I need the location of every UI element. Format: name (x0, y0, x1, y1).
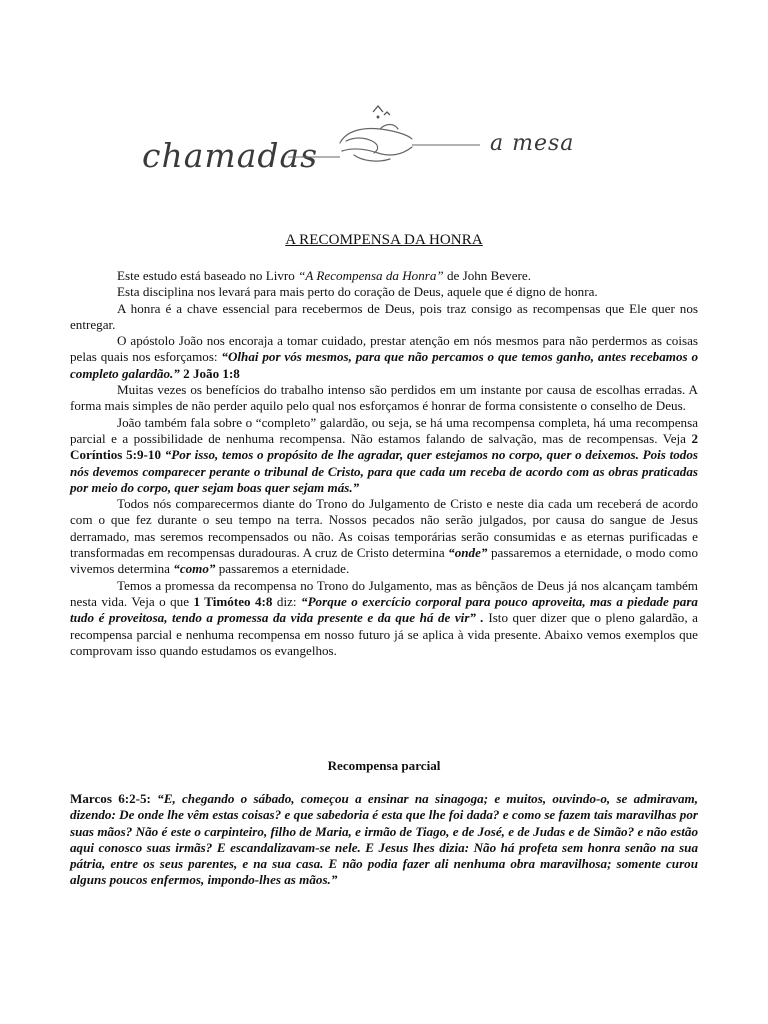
logo-word-right: a mesa (490, 131, 575, 156)
p7-text-2: passaremos a eternidade, o modo como vivemos determina (70, 545, 698, 577)
paragraph-8 (70, 578, 698, 659)
accent-mark-icon (373, 106, 390, 118)
p8-reference: 1 Timóteo 4:8 (193, 593, 273, 609)
p4-text: O apóstolo João nos encoraja a tomar cuidado, prestar atenção em nós mesmos para não perdermos as coisas pelas quais nos esforçamos: (70, 333, 698, 365)
paragraph-2: Esta disciplina nos levará para mais perto do coração de Deus, aquele que é digno de honra. (117, 284, 598, 300)
book-title: “A Recompensa da Honra” (298, 268, 444, 283)
p8-text: Temos a promessa da recompensa no Trono do Julgamento, mas as bênçãos de Deus já nos alcançam também nesta vida. Veja o que (70, 577, 698, 609)
logo-word-left: chamadas (142, 136, 319, 175)
verse-reference: Marcos 6:2-5: (70, 791, 151, 806)
p7-text-3: passaremos a eternidade. (215, 561, 350, 577)
p6-quote: “Por isso, temos o propósito de lhe agradar, quer estejamos no corpo, quer o deixemos. Pois todos nós devemos comparecer perante o tribunal de Cristo, para que cada um receba de acordo com as obras praticadas por meio do corpo, quer sejam boas quer sejam más.” (70, 447, 698, 495)
p8-text-2: Isto quer dizer que o pleno galardão, a recompensa parcial e nenhuma recompensa em nosso futuro já se aplica à vida presente. Abaixo vemos exemplos que comprovam isso quando estudamos os evangelhos. (70, 610, 698, 658)
article-body (70, 268, 698, 659)
p7-onde: “onde” (448, 545, 488, 561)
p8-diz: diz: (272, 593, 302, 609)
paragraph-1 (70, 268, 698, 284)
p7-como: “como” (173, 561, 216, 577)
chamadas-a-mesa-logo (140, 95, 620, 195)
page-title: A RECOMPENSA DA HONRA (285, 232, 483, 248)
verse-text: “E, chegando o sábado, começou a ensinar na sinagoga; e muitos, ouvindo-o, se admiravam, dizendo: De onde lhe vêm estas coisas? e que sabedoria é esta que lhe foi dada? e como se fazem tais maravilhas por suas mãos? Não é este o carpinteiro, filho de Maria, e irmão de Tiago, e de José, e de Judas e de Simão? e não estão aqui conosco suas irmãs? E escandalizavam-se nele. E Jesus lhes dizia: Não há profeta sem honra senão na sua pátria, entre os seus parentes, e na sua casa. E não podia fazer ali nenhuma obra maravilhosa; somente curou alguns poucos enfermos, impondo-lhes as mãos.” (70, 791, 698, 888)
p6-text: João também fala sobre o “completo” galardão, ou seja, se há uma recompensa completa, há uma recompensa parcial e a possibilidade de nenhuma recompensa. Não estamos falando de salvação, mas de recompensas. Veja (70, 414, 698, 446)
p7-text: Todos nós comparecermos diante do Trono do Julgamento de Cristo e neste dia cada um receberá de acordo com o que fez durante o seu tempo na terra. Nossos pecados não serão julgados, por causa do sangue de Jesus derramado, mas seremos recompensados ou não. As coisas temporárias serão consumidas e as eternas purificadas e transformadas em recompensas duradouras. A cruz de Cristo determina (70, 496, 698, 561)
p8-quote: “Porque o exercício corporal para pouco aproveita, mas a piedade para tudo é proveitosa, tendo a promessa da vida presente e da que há de vir” . (70, 593, 698, 626)
paragraph-5: Muitas vezes os benefícios do trabalho intenso são perdidos em um instante por causa de escolhas erradas. A forma mais simples de não perder aquilo pelo qual nos esforçamos é honrar de forma consistente o conselho de Deus. (70, 382, 698, 414)
section-heading: Recompensa parcial (327, 758, 441, 773)
p1-text: Este estudo está baseado no Livro (117, 268, 299, 283)
p4-reference: 2 João 1:8 (179, 365, 240, 381)
p4-quote: “Olhai por vós mesmos, para que não percamos o que temos ganho, antes recebamos o completo galardão.” (70, 349, 698, 381)
paragraph-6 (70, 415, 698, 496)
paragraph-4 (70, 333, 698, 382)
paragraph-3: A honra é a chave essencial para recebermos de Deus, pois traz consigo as recompensas que Ele quer nos entregar. (70, 300, 698, 332)
hands-icon (340, 125, 412, 162)
p1-author: de John Bevere. (443, 268, 531, 283)
p6-reference: 2 Coríntios 5:9-10 (70, 430, 698, 463)
paragraph-7 (70, 496, 698, 577)
verse-block (70, 791, 698, 889)
